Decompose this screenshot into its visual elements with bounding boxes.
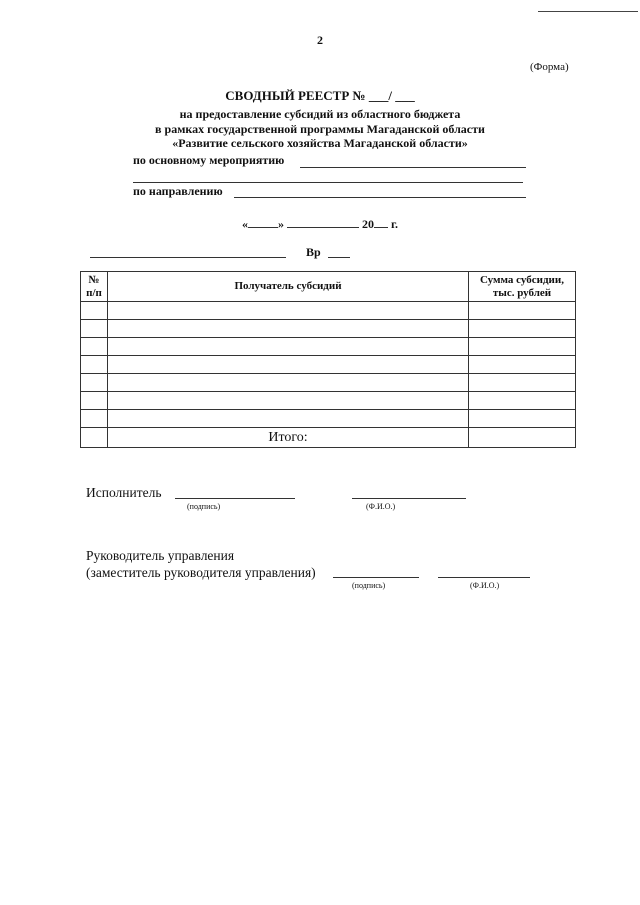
- col-header-amount-line: Сумма субсидии,: [480, 273, 564, 286]
- col-header-amount: [469, 272, 576, 302]
- cell-recipient: [108, 356, 469, 374]
- table-row: [81, 338, 576, 356]
- cell-num: [81, 302, 108, 320]
- table-row: [81, 374, 576, 392]
- table-row: [81, 302, 576, 320]
- form-label: (Форма): [530, 61, 569, 73]
- month-blank: [287, 215, 359, 228]
- table-row: [81, 410, 576, 428]
- cell-amount: [469, 374, 576, 392]
- subtitle-line: на предоставление субсидий из областного бюджета: [179, 107, 461, 121]
- head-label-line2: (заместитель руководителя управления): [86, 565, 316, 580]
- cell-recipient: [108, 410, 469, 428]
- col-header-num-line: п/п: [86, 286, 102, 299]
- year-suffix: г.: [390, 217, 399, 231]
- executor-signature-line: [175, 498, 295, 499]
- cell-num: [81, 374, 108, 392]
- date-close-quote: »: [277, 217, 284, 231]
- col-header-num: [81, 272, 108, 302]
- top-edge-rule: [538, 11, 638, 12]
- cell-num: [81, 338, 108, 356]
- table-row: [81, 356, 576, 374]
- year-prefix: 20: [361, 217, 374, 231]
- table-row: [81, 392, 576, 410]
- cell-recipient: [108, 320, 469, 338]
- direction-blank-line: [234, 197, 526, 198]
- subtitle-line: в рамках государственной программы Магаданской области: [155, 121, 485, 136]
- table-total-row: [81, 428, 576, 448]
- year-blank: [374, 215, 388, 228]
- head-signature-caption: (подпись): [352, 581, 386, 590]
- head-name-caption: (Ф.И.О.): [470, 581, 500, 590]
- executor-label: Исполнитель: [86, 485, 162, 500]
- cell-num: [81, 392, 108, 410]
- date-open-quote: «: [241, 217, 248, 231]
- cell-recipient: [108, 338, 469, 356]
- cell-recipient: [108, 302, 469, 320]
- head-name-line: [438, 577, 530, 578]
- head-signature-line: [333, 577, 419, 578]
- document-title: СВОДНЫЙ РЕЕСТР № ___/ ___: [225, 88, 415, 103]
- total-amount-cell: [469, 428, 576, 448]
- cell-amount: [469, 410, 576, 428]
- cell-recipient: [108, 392, 469, 410]
- cell-amount: [469, 356, 576, 374]
- date-line: [0, 215, 640, 232]
- document-subtitle: [0, 107, 640, 151]
- vr-left-blank-line: [90, 257, 286, 258]
- page-number: 2: [317, 33, 323, 47]
- cell-num: [81, 356, 108, 374]
- table-row: [81, 320, 576, 338]
- register-table: [80, 271, 576, 448]
- main-activity-blank-line-2: [133, 182, 523, 183]
- main-activity-label: по основному мероприятию: [133, 153, 285, 167]
- head-label-line1: Руководитель управления: [86, 548, 235, 563]
- vr-blank-line: [328, 257, 350, 258]
- cell-amount: [469, 392, 576, 410]
- vr-label: Вр: [306, 245, 321, 259]
- day-blank: [248, 215, 278, 228]
- col-header-amount-line: тыс. рублей: [492, 286, 552, 299]
- cell-num: [81, 428, 108, 448]
- cell-amount: [469, 338, 576, 356]
- cell-num: [81, 410, 108, 428]
- direction-label: по направлению: [133, 184, 223, 198]
- cell-num: [81, 320, 108, 338]
- col-header-recipient: Получатель субсидий: [108, 272, 469, 302]
- total-label: Итого:: [268, 429, 308, 445]
- subtitle-line: «Развитие сельского хозяйства Магаданской области»: [172, 136, 468, 150]
- cell-recipient: [108, 374, 469, 392]
- executor-signature-caption: (подпись): [187, 502, 221, 511]
- main-activity-blank-line: [300, 167, 526, 168]
- cell-amount: [469, 320, 576, 338]
- total-label-cell: [108, 428, 469, 448]
- executor-name-caption: (Ф.И.О.): [366, 502, 396, 511]
- table-header-row: [81, 272, 576, 302]
- executor-name-line: [352, 498, 466, 499]
- col-header-num-line: №: [88, 273, 100, 286]
- cell-amount: [469, 302, 576, 320]
